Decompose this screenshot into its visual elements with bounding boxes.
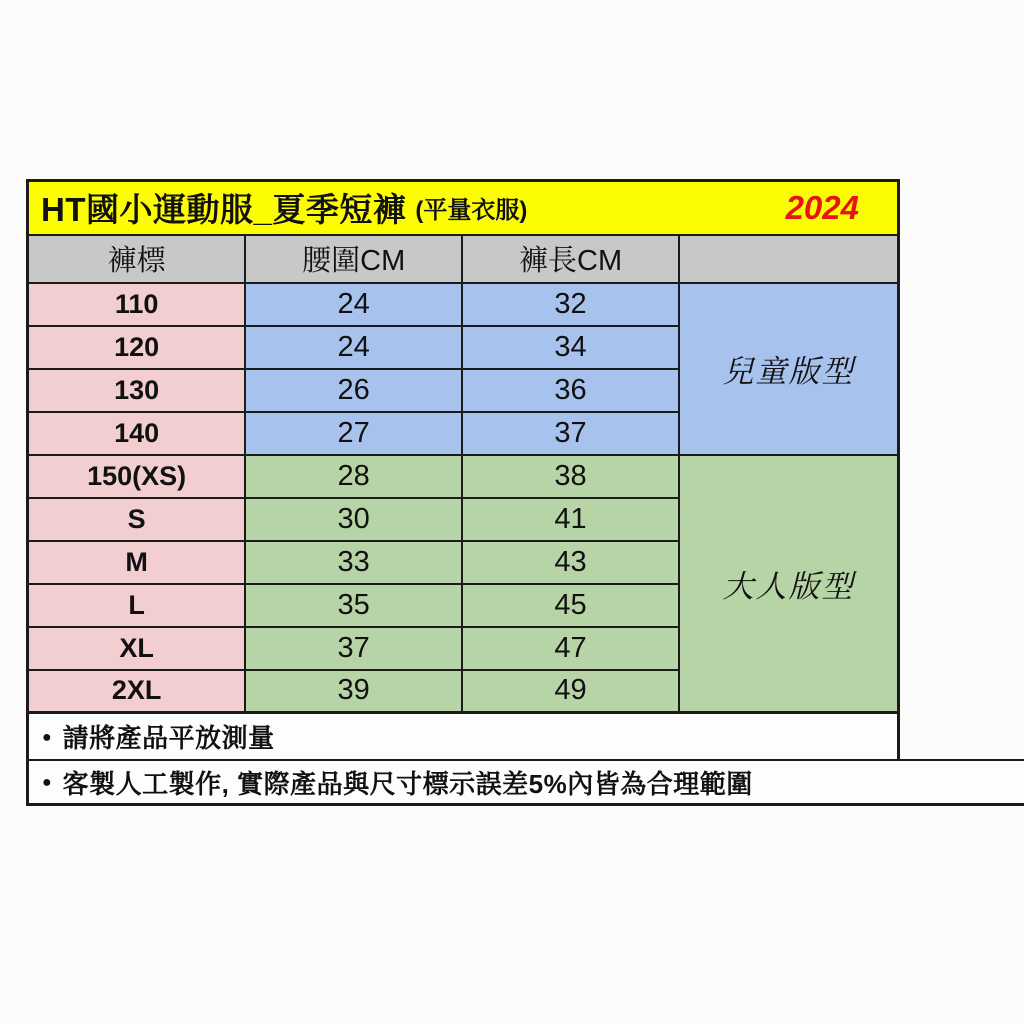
note-row-measure-flat bbox=[26, 714, 900, 759]
size-cell: 140 bbox=[28, 412, 246, 455]
length-cell: 41 bbox=[462, 498, 679, 541]
note-text: 請將產品平放測量 bbox=[62, 723, 275, 753]
size-cell: XL bbox=[28, 627, 246, 670]
size-cell: 130 bbox=[28, 369, 246, 412]
header-group bbox=[679, 235, 899, 283]
size-cell: 150(XS) bbox=[28, 455, 246, 498]
note-row-tolerance bbox=[26, 759, 1024, 806]
length-cell: 32 bbox=[462, 283, 679, 326]
bullet-icon: ● bbox=[42, 728, 52, 746]
waist-cell: 33 bbox=[245, 541, 462, 584]
header-size-label: 褲標 bbox=[28, 235, 246, 283]
waist-cell: 24 bbox=[245, 326, 462, 369]
waist-cell: 27 bbox=[245, 412, 462, 455]
waist-cell: 26 bbox=[245, 369, 462, 412]
chart-title: HT國小運動服_夏季短褲 bbox=[41, 191, 407, 229]
header-length-cm: 褲長CM bbox=[462, 235, 679, 283]
waist-cell: 37 bbox=[245, 627, 462, 670]
title-row bbox=[28, 181, 899, 235]
chart-subtitle: (平量衣服) bbox=[415, 197, 528, 225]
year-label: 2024 bbox=[785, 188, 859, 226]
length-cell: 47 bbox=[462, 627, 679, 670]
size-cell: 120 bbox=[28, 326, 246, 369]
header-waist-cm: 腰圍CM bbox=[245, 235, 462, 283]
size-chart-table bbox=[26, 179, 900, 714]
length-cell: 34 bbox=[462, 326, 679, 369]
bullet-icon: ● bbox=[42, 774, 52, 791]
waist-cell: 30 bbox=[245, 498, 462, 541]
waist-cell: 35 bbox=[245, 584, 462, 627]
waist-cell: 24 bbox=[245, 283, 462, 326]
size-cell: S bbox=[28, 498, 246, 541]
title-cell bbox=[28, 181, 899, 235]
table-row-110 bbox=[28, 283, 899, 326]
table-row-150xs bbox=[28, 455, 899, 498]
note-text: 客製人工製作, 實際產品與尺寸標示誤差5%內皆為合理範圍 bbox=[62, 768, 753, 799]
length-cell: 37 bbox=[462, 412, 679, 455]
waist-cell: 28 bbox=[245, 455, 462, 498]
length-cell: 45 bbox=[462, 584, 679, 627]
size-cell: L bbox=[28, 584, 246, 627]
header-row bbox=[28, 235, 899, 283]
size-cell: 110 bbox=[28, 283, 246, 326]
size-cell: 2XL bbox=[28, 670, 246, 713]
group-cell-adults: 大人版型 bbox=[679, 455, 899, 713]
waist-cell: 39 bbox=[245, 670, 462, 713]
length-cell: 43 bbox=[462, 541, 679, 584]
length-cell: 38 bbox=[462, 455, 679, 498]
group-cell-children: 兒童版型 bbox=[679, 283, 899, 455]
length-cell: 36 bbox=[462, 369, 679, 412]
size-chart-block bbox=[26, 179, 1024, 806]
length-cell: 49 bbox=[462, 670, 679, 713]
size-cell: M bbox=[28, 541, 246, 584]
